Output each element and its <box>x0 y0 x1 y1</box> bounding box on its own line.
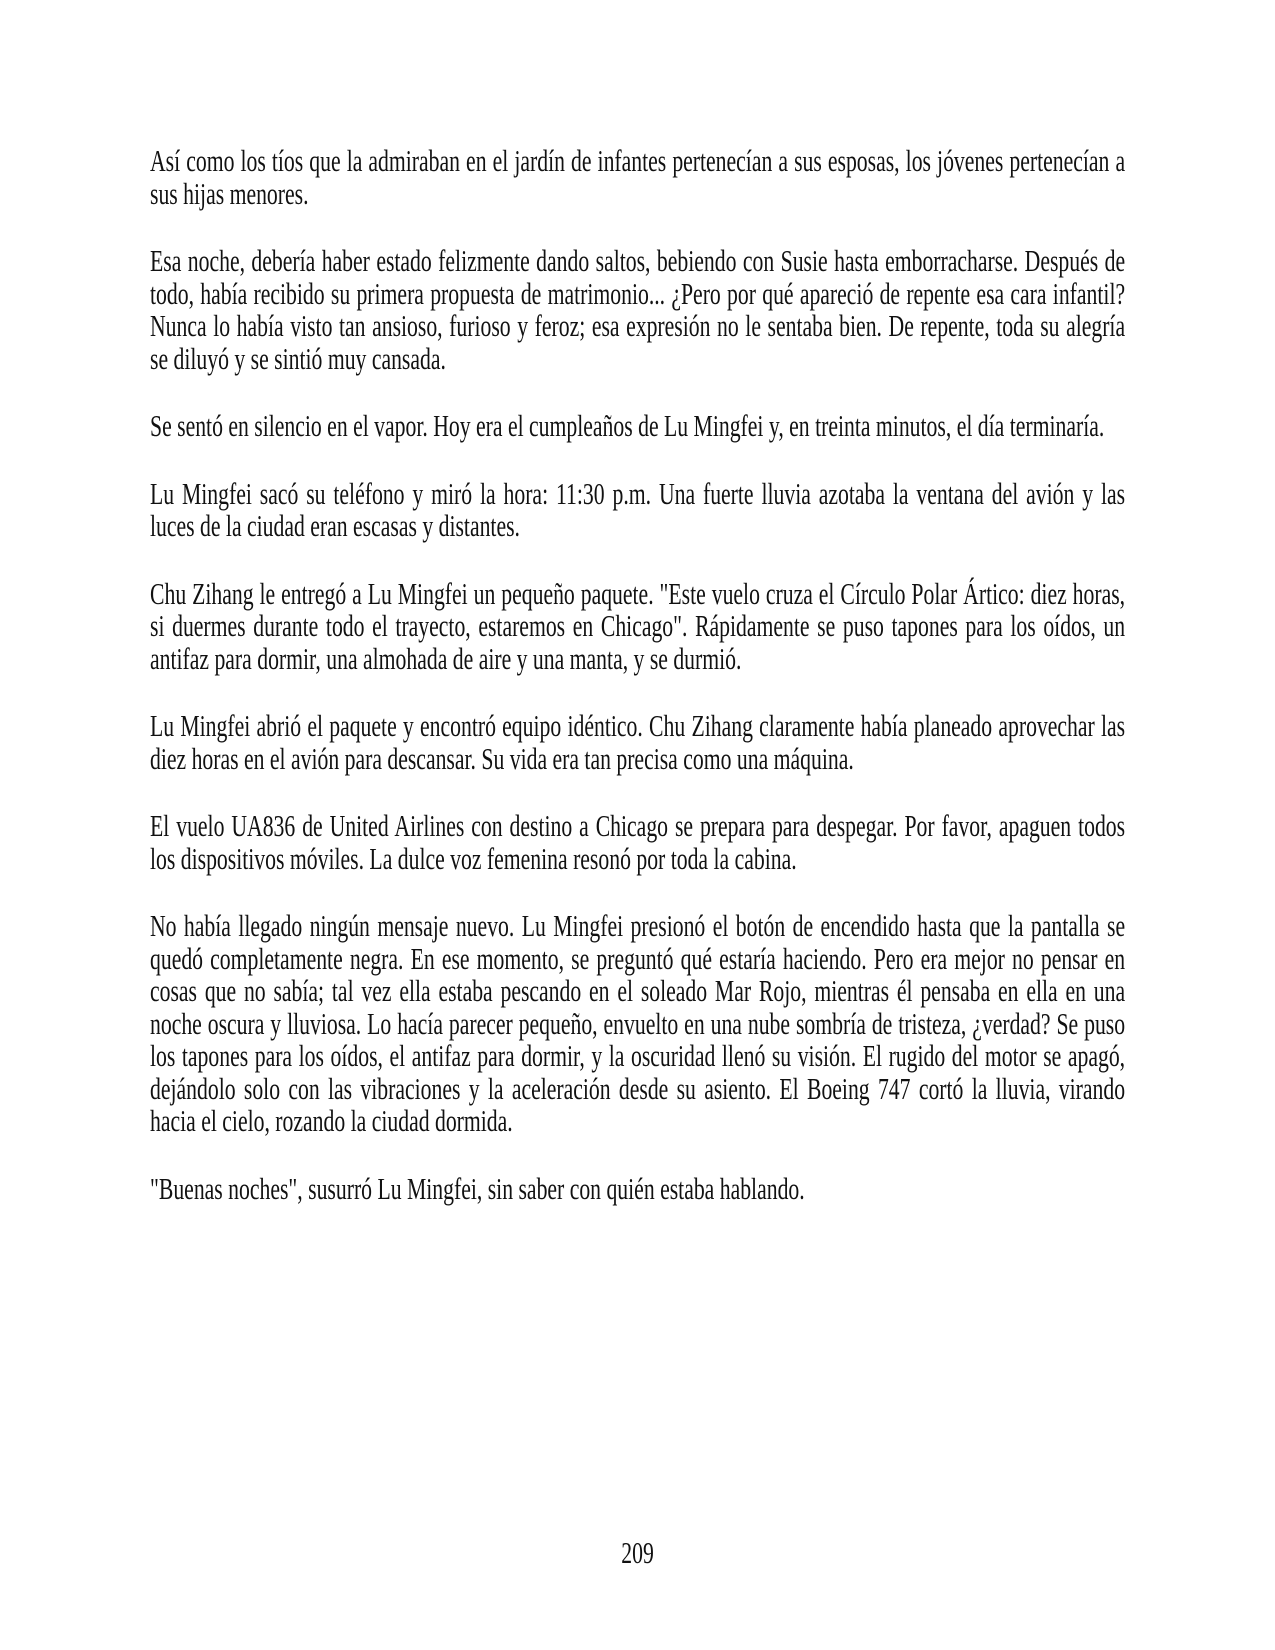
paragraph: Así como los tíos que la admiraban en el jardín de infantes pertenecían a sus esposas, los jóvenes pertenecían a sus hijas menores. <box>150 143 1126 211</box>
paragraph: Chu Zihang le entregó a Lu Mingfei un pequeño paquete. "Este vuelo cruza el Círculo Polar Ártico: diez horas, si duermes durante todo el trayecto, estaremos en Chicago". Rápidamente se puso tapones para los oídos, un antifaz para dormir, una almohada de aire y una manta, y se durmió. <box>150 575 1126 676</box>
paragraph: Lu Mingfei abrió el paquete y encontró equipo idéntico. Chu Zihang claramente había planeado aprovechar las diez horas en el avión para descansar. Su vida era tan precisa como una máquina. <box>150 708 1126 776</box>
document-body <box>150 145 1125 1240</box>
paragraph: Esa noche, debería haber estado felizmente dando saltos, bebiendo con Susie hasta emborracharse. Después de todo, había recibido su primera propuesta de matrimonio... ¿Pero por qué apareció de repente esa cara infantil? Nunca lo había visto tan ansioso, furioso y feroz; esa expresión no le sentaba bien. De repente, toda su alegría se diluyó y se sintió muy cansada. <box>150 243 1126 376</box>
page-number: 209 <box>621 1535 654 1570</box>
paragraph: Se sentó en silencio en el vapor. Hoy era el cumpleaños de Lu Mingfei y, en treinta minutos, el día terminaría. <box>150 408 1105 443</box>
paragraph: Lu Mingfei sacó su teléfono y miró la hora: 11:30 p.m. Una fuerte lluvia azotaba la ventana del avión y las luces de la ciudad eran escasas y distantes. <box>150 475 1126 543</box>
paragraph: "Buenas noches", susurró Lu Mingfei, sin saber con quién estaba hablando. <box>150 1170 805 1206</box>
paragraph: No había llegado ningún mensaje nuevo. Lu Mingfei presionó el botón de encendido hasta que la pantalla se quedó completamente negra. En ese momento, se preguntó qué estaría haciendo. Pero era mejor no pensar en cosas que no sabía; tal vez ella estaba pescando en el soleado Mar Rojo, mientras él pensaba en ella en una noche oscura y lluviosa. Lo hacía parecer pequeño, envuelto en una nube sombría de tristeza, ¿verdad? Se puso los tapones para los oídos, el antifaz para dormir, y la oscuridad llenó su visión. El rugido del motor se apagó, dejándolo solo con las vibraciones y la aceleración desde su asiento. El Boeing 747 cortó la lluvia, virando hacia el cielo, rozando la ciudad dormida. <box>150 908 1126 1138</box>
page-footer <box>150 1537 1125 1570</box>
paragraph: El vuelo UA836 de United Airlines con destino a Chicago se prepara para despegar. Por favor, apaguen todos los dispositivos móviles. La dulce voz femenina resonó por toda la cabina. <box>150 808 1126 876</box>
